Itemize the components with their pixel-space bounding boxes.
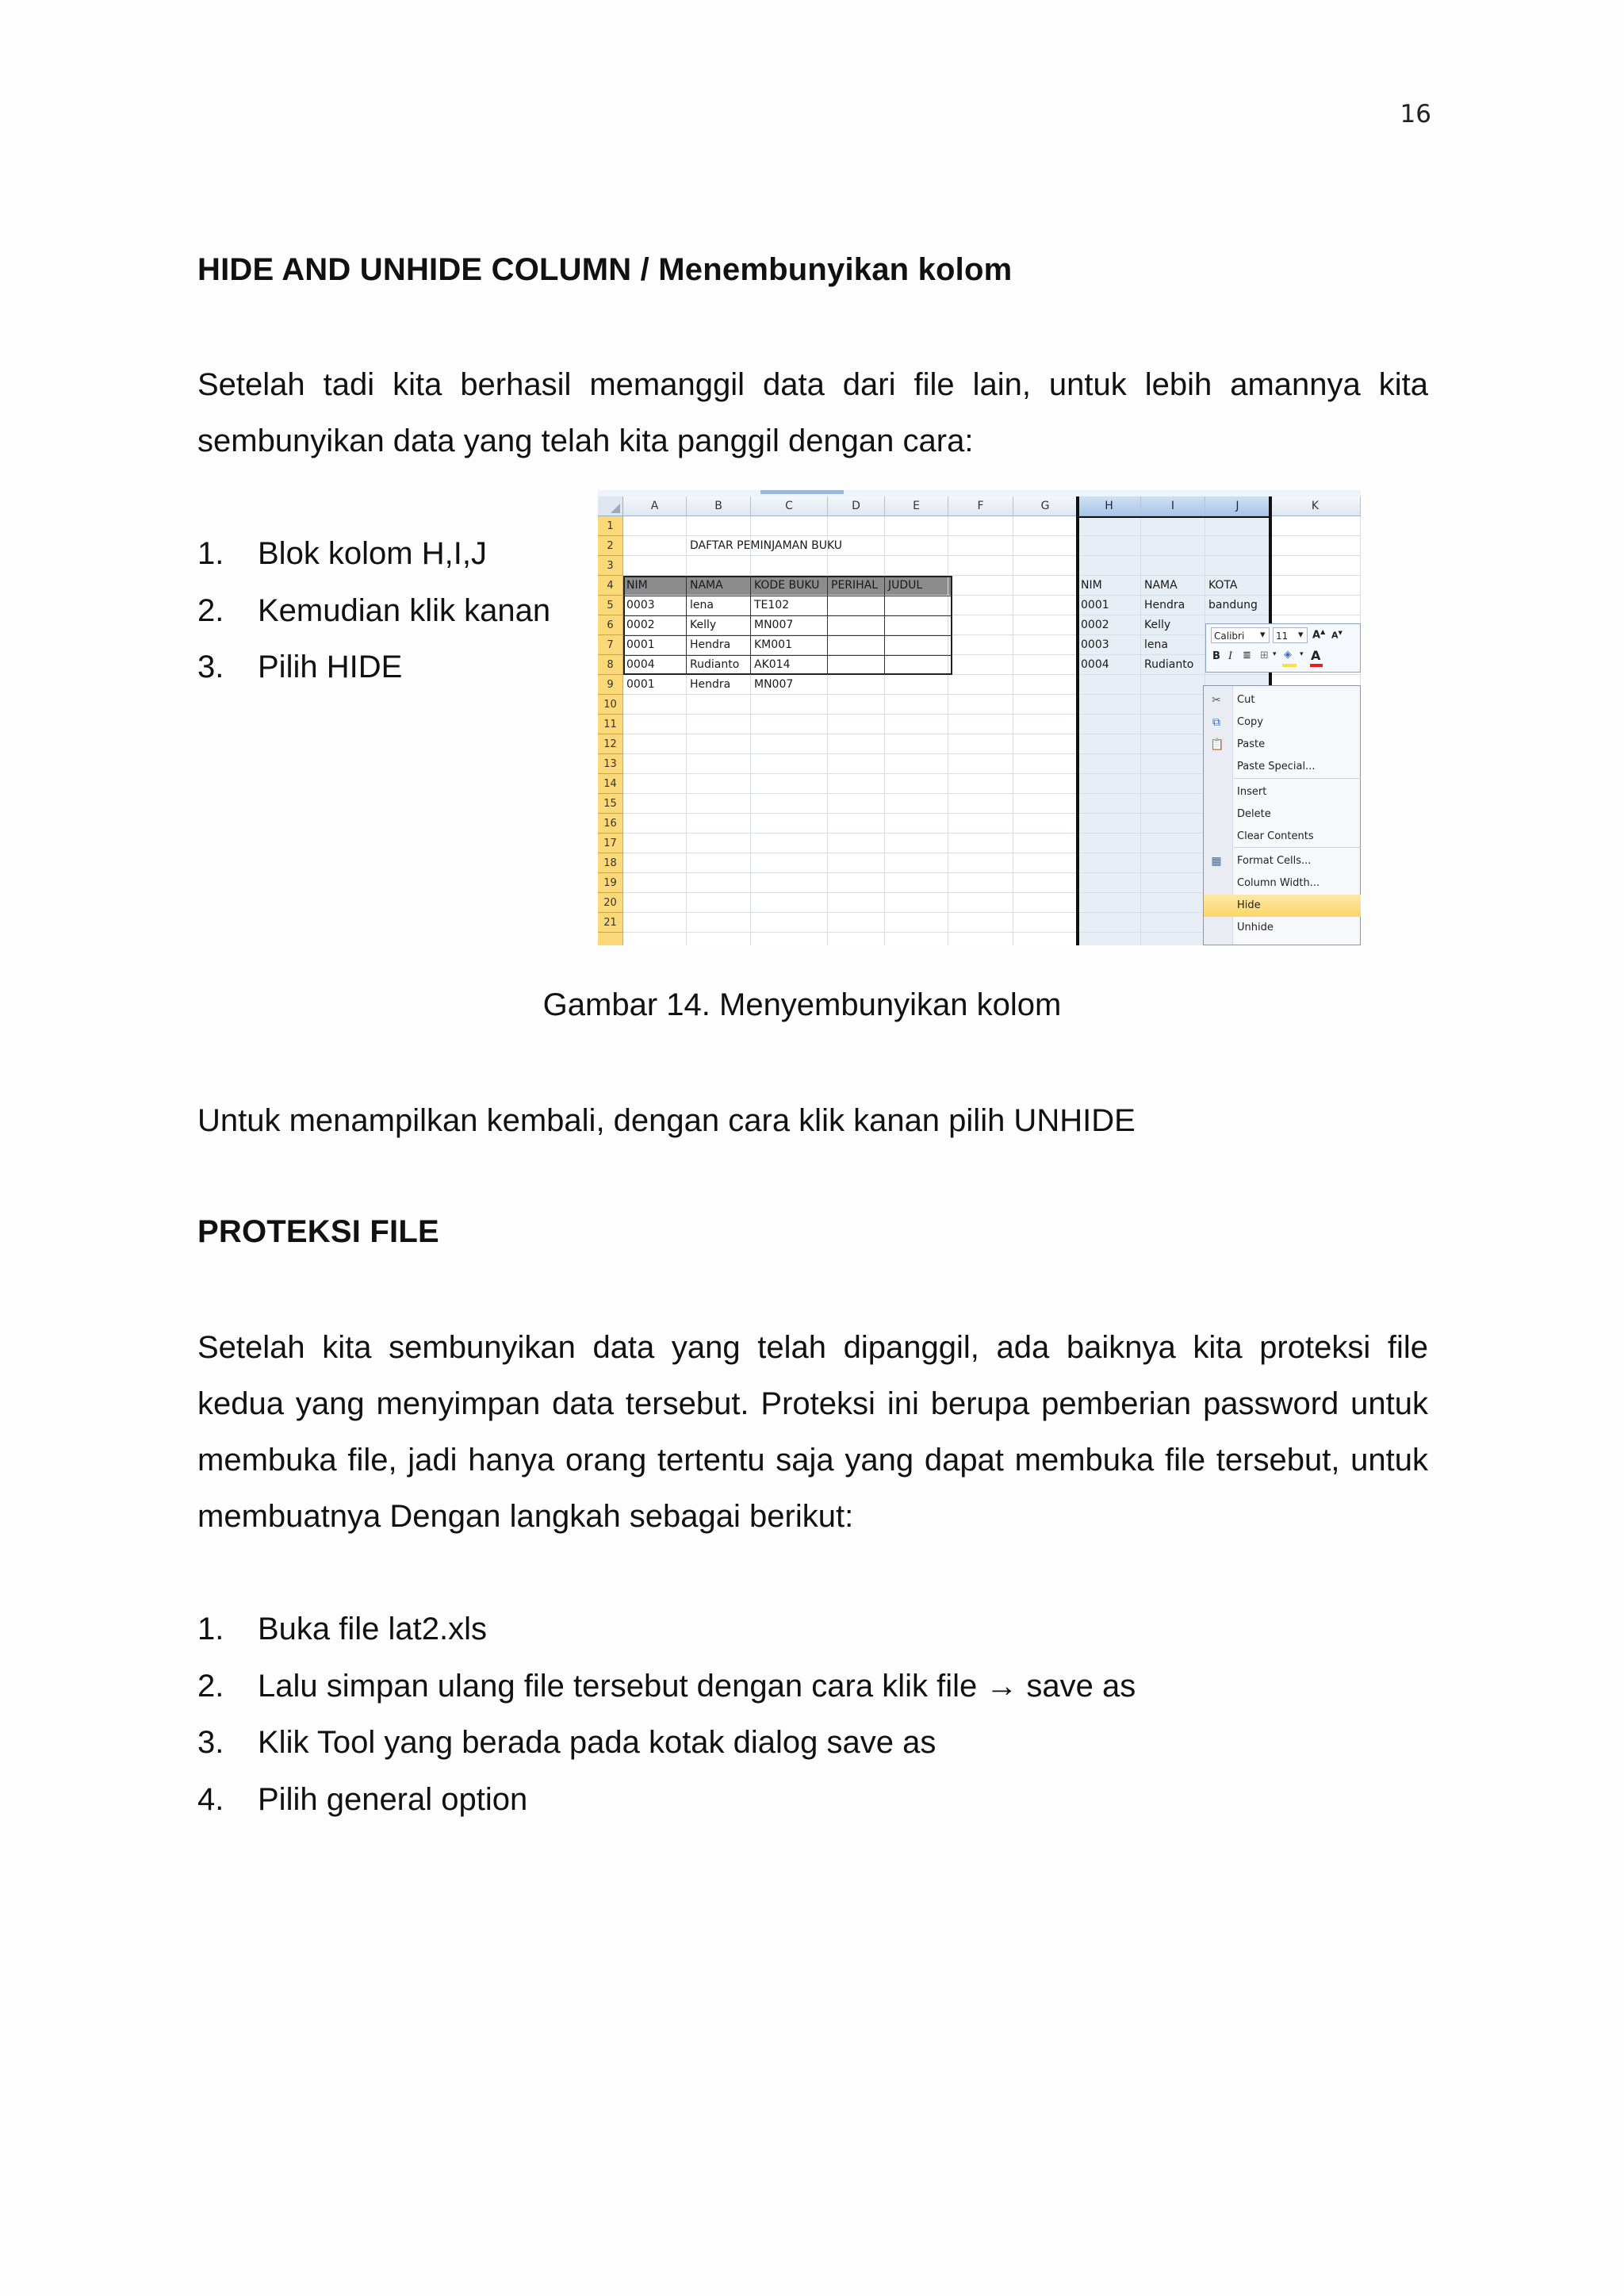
cell[interactable]: NAMA [690, 579, 723, 592]
cell[interactable]: KOTA [1208, 579, 1238, 592]
ribbon-strip [598, 490, 1361, 496]
column-header-g[interactable]: G [1013, 496, 1078, 516]
cell[interactable]: JUDUL [888, 579, 923, 592]
cell[interactable]: Kelly [1144, 619, 1171, 631]
row-header[interactable]: 5 [598, 596, 623, 615]
cell[interactable]: bandung [1208, 599, 1258, 611]
cell[interactable]: 0003 [626, 599, 655, 611]
row-header[interactable] [598, 933, 623, 945]
column-header-f[interactable]: F [948, 496, 1013, 516]
row-header[interactable]: 14 [598, 774, 623, 794]
column-header-d[interactable]: D [828, 496, 885, 516]
menu-item-paste[interactable] [1204, 734, 1361, 756]
column-header-c[interactable]: C [751, 496, 828, 516]
cell[interactable]: lena [690, 599, 714, 611]
borders-icon[interactable]: ⊞ [1260, 650, 1269, 661]
menu-item-label: Column Width... [1237, 877, 1320, 889]
font-color-icon[interactable]: A [1311, 648, 1321, 663]
menu-item-label: Clear Contents [1237, 830, 1314, 842]
row-header[interactable]: 10 [598, 695, 623, 715]
section-heading-proteksi: PROTEKSI FILE [197, 1214, 439, 1249]
cell[interactable]: NIM [626, 579, 648, 592]
cell[interactable]: 0001 [1081, 599, 1109, 611]
chevron-down-icon[interactable]: ▾ [1300, 650, 1304, 658]
figure-caption: Gambar 14. Menyembunyikan kolom [542, 987, 1062, 1022]
font-color-swatch [1310, 664, 1323, 667]
cell[interactable]: 0004 [626, 658, 655, 671]
menu-item-insert[interactable] [1204, 781, 1361, 803]
row-header[interactable]: 15 [598, 794, 623, 814]
cell[interactable]: KM001 [754, 638, 792, 651]
fill-color-swatch [1282, 664, 1297, 667]
format-cells-icon: ▦ [1211, 855, 1222, 868]
column-header-e[interactable]: E [885, 496, 948, 516]
unhide-paragraph: Untuk menampilkan kembali, dengan cara klik kanan pilih UNHIDE [197, 1103, 1136, 1138]
shrink-font-icon[interactable]: A▼ [1331, 630, 1342, 641]
menu-item-paste-special[interactable] [1204, 756, 1361, 778]
intro-paragraph: Setelah tadi kita berhasil memanggil data dari file lain, untuk lebih amannya kita sembunyikan data yang telah kita panggil dengan cara: [197, 367, 1428, 458]
chevron-down-icon[interactable]: ▾ [1273, 650, 1277, 658]
row-header[interactable]: 16 [598, 814, 623, 834]
menu-item-delete[interactable] [1204, 803, 1361, 826]
cell[interactable]: 0002 [1081, 619, 1109, 631]
menu-item-label: Cut [1237, 694, 1255, 706]
row-header[interactable]: 3 [598, 556, 623, 576]
chevron-down-icon[interactable]: ▾ [1298, 629, 1304, 641]
font-size-box[interactable]: 11 [1273, 627, 1308, 643]
cell[interactable]: TE102 [754, 599, 790, 611]
cell[interactable]: NAMA [1144, 579, 1178, 592]
cell[interactable]: MN007 [754, 619, 794, 631]
cell[interactable]: AK014 [754, 658, 791, 671]
menu-item-label: Insert [1237, 786, 1267, 798]
row-header[interactable]: 7 [598, 635, 623, 655]
menu-item-format-cells[interactable] [1204, 850, 1361, 872]
cell[interactable]: 0001 [626, 678, 655, 691]
copy-icon: ⧉ [1212, 716, 1220, 729]
row-header[interactable]: 6 [598, 615, 623, 635]
row-header[interactable]: 9 [598, 675, 623, 695]
row-header[interactable]: 4 [598, 576, 623, 596]
cell[interactable]: 0004 [1081, 658, 1109, 671]
menu-item-column-width[interactable] [1204, 872, 1361, 895]
row-header[interactable]: 20 [598, 893, 623, 913]
row-header[interactable]: 12 [598, 734, 623, 754]
menu-item-label: Paste Special... [1237, 761, 1316, 772]
selection-left-edge [1076, 496, 1079, 945]
menu-item-clear-contents[interactable] [1204, 826, 1361, 848]
row-header[interactable]: 18 [598, 853, 623, 873]
mini-toolbar [1205, 623, 1361, 673]
column-header-j[interactable]: J [1205, 496, 1270, 516]
row-header[interactable]: 11 [598, 715, 623, 734]
menu-item-label: Copy [1237, 716, 1263, 728]
italic-icon[interactable]: I [1228, 650, 1233, 662]
menu-item-label: Format Cells... [1237, 855, 1312, 867]
chevron-down-icon[interactable]: ▾ [1260, 629, 1266, 641]
select-all-corner[interactable] [598, 496, 623, 516]
section-heading-hide-unhide: HIDE AND UNHIDE COLUMN / Menembunyikan kolom [197, 252, 1013, 287]
menu-item-unhide[interactable] [1204, 917, 1361, 939]
row-header[interactable]: 21 [598, 913, 623, 933]
align-center-icon[interactable]: ≣ [1243, 650, 1251, 661]
excel-screenshot [598, 490, 1361, 945]
cell[interactable]: Hendra [690, 678, 731, 691]
paste-icon: 📋 [1210, 738, 1224, 751]
row-header[interactable]: 17 [598, 834, 623, 853]
row-header[interactable]: 13 [598, 754, 623, 774]
cell[interactable]: 0002 [626, 619, 655, 631]
menu-item-label: Unhide [1237, 922, 1274, 933]
cell[interactable]: Hendra [690, 638, 731, 651]
menu-item-label: Delete [1237, 808, 1271, 820]
cell[interactable]: PERIHAL [831, 579, 879, 592]
column-header-k[interactable]: K [1270, 496, 1361, 516]
cell[interactable]: Hendra [1144, 599, 1185, 611]
column-header-i[interactable]: I [1141, 496, 1205, 516]
row-header[interactable]: 19 [598, 873, 623, 893]
cell[interactable]: NIM [1081, 579, 1102, 592]
context-menu [1203, 685, 1361, 945]
grow-font-icon[interactable]: A▲ [1312, 628, 1326, 642]
column-header-b[interactable]: B [687, 496, 751, 516]
scissors-icon: ✂ [1212, 694, 1221, 707]
row-header[interactable]: 1 [598, 516, 623, 536]
menu-item-hide[interactable] [1204, 895, 1361, 917]
cell[interactable]: Kelly [690, 619, 717, 631]
font-name-box[interactable]: Calibri [1211, 627, 1270, 643]
cell[interactable]: Rudianto [690, 658, 740, 671]
menu-item-copy[interactable] [1204, 711, 1361, 734]
bold-icon[interactable]: B [1212, 650, 1220, 662]
menu-separator [1234, 778, 1361, 779]
row-header[interactable]: 8 [598, 655, 623, 675]
proteksi-paragraph: Setelah kita sembunyikan data yang telah dipanggil, ada baiknya kita proteksi file kedua yang menyimpan data tersebut. Proteksi ini berupa pemberian password untuk membuka file, jadi hanya orang tertentu saja yang dapat membuka file tersebut, untuk membuatnya Dengan langkah sebagai berikut: [197, 1330, 1428, 1534]
selection-top-edge [1078, 516, 1270, 518]
cell[interactable]: 0003 [1081, 638, 1109, 651]
cell[interactable]: MN007 [754, 678, 794, 691]
cell[interactable]: lena [1144, 638, 1168, 651]
menu-item-cut[interactable] [1204, 689, 1361, 711]
row-header[interactable]: 2 [598, 536, 623, 556]
column-header-h[interactable]: H [1078, 496, 1141, 516]
cell[interactable]: Rudianto [1144, 658, 1194, 671]
menu-separator [1234, 847, 1361, 848]
menu-item-label: Hide [1237, 899, 1261, 911]
cell[interactable]: KODE BUKU [754, 579, 820, 592]
menu-item-label: Paste [1237, 738, 1266, 750]
fill-color-icon[interactable]: ◈ [1284, 649, 1292, 661]
cell[interactable]: 0001 [626, 638, 655, 651]
cell[interactable]: DAFTAR PEMINJAMAN BUKU [690, 539, 843, 552]
column-header-a[interactable]: A [623, 496, 687, 516]
page-number: 16 [1400, 100, 1431, 128]
